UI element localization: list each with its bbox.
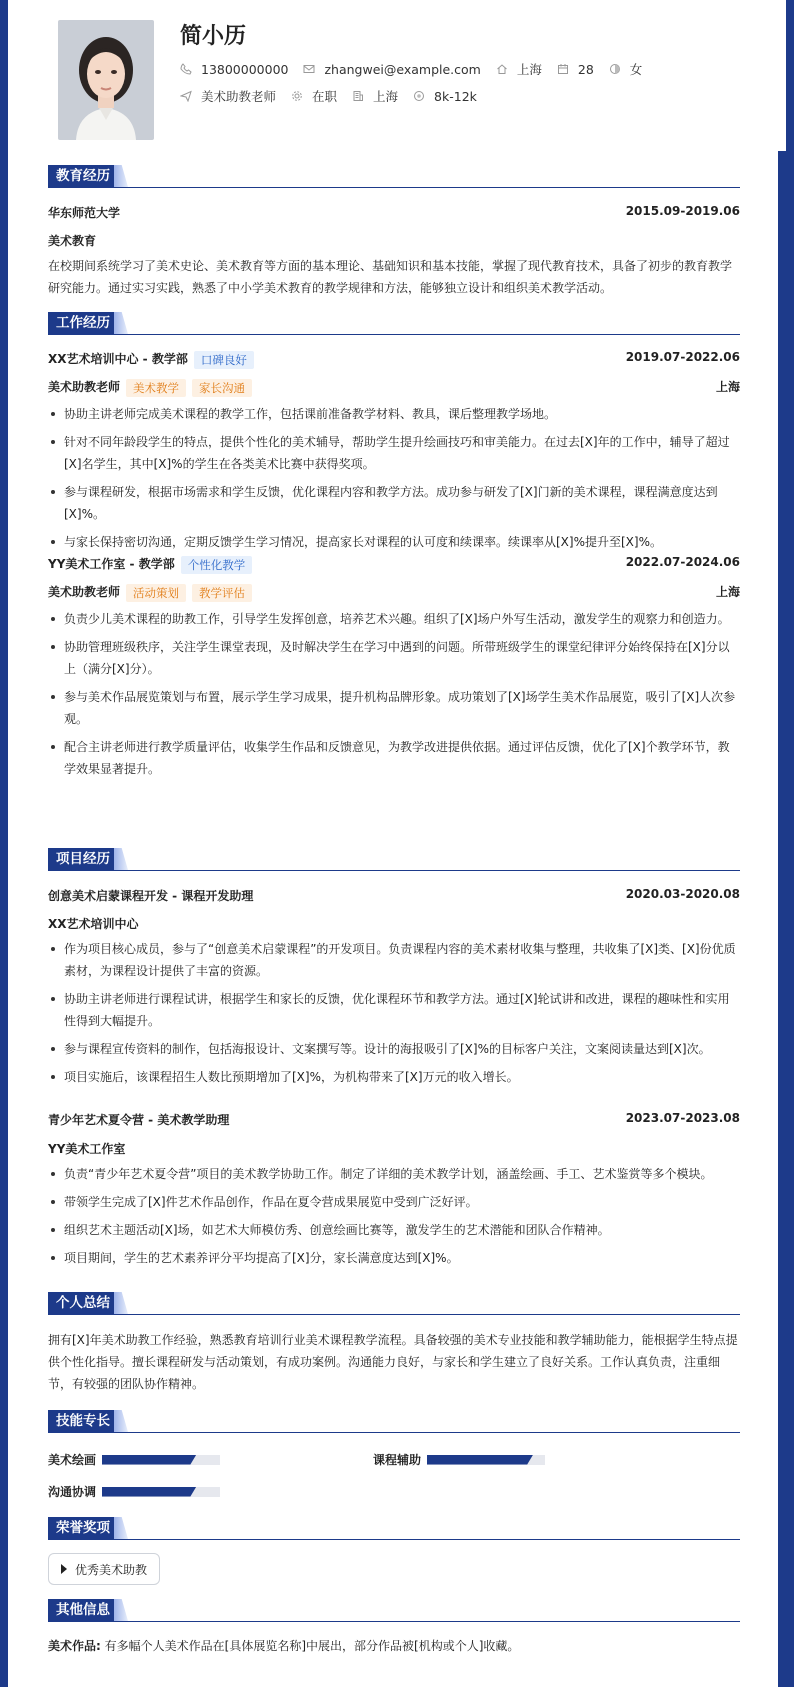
school-name: 华东师范大学 — [48, 206, 121, 220]
work-2-bullets — [48, 608, 740, 786]
other-section-header — [48, 1599, 740, 1622]
skill-name: 沟通协调 — [48, 1485, 97, 1499]
project-2-title-row — [48, 1111, 740, 1128]
gender-icon — [609, 63, 621, 75]
skill-item — [373, 1451, 545, 1468]
skill-bar — [102, 1455, 220, 1465]
section-title-decoration — [114, 165, 128, 187]
home-icon — [496, 63, 508, 75]
list-item: 带领学生完成了[X]件艺术作品创作，作品在夏令营成果展览中受到广泛好评。 — [48, 1191, 740, 1213]
list-item: 协助主讲老师进行课程试讲，根据学生和家长的反馈，优化课程环节和教学方法。通过[X]轮试讲和改进，课程的趣味性和实用性得到大幅提升。 — [48, 988, 740, 1032]
project-1-bullets — [48, 938, 740, 1094]
education-major: 美术教育 — [48, 234, 97, 248]
building-icon — [352, 90, 364, 102]
section-title-decoration — [114, 1410, 128, 1432]
job-intent-row — [180, 87, 492, 105]
age-item — [557, 62, 594, 77]
work-date: 2019.07-2022.06 — [625, 350, 740, 364]
summary-text: 拥有[X]年美术助教工作经验，熟悉教育培训行业美术课程教学流程。具备较强的美术专业技能和教学辅助能力，能根据学生特点提供个性化指导。擅长课程研发与活动策划，有成功案例。沟通能力良好，与家长和学生建立了良好关系。工作认真负责，注重细节，有较强的团队协作精神。 — [48, 1333, 738, 1391]
project-org: YY美术工作室 — [48, 1142, 126, 1156]
honor-item[interactable] — [48, 1553, 160, 1585]
email-item — [303, 62, 480, 77]
education-section-header — [48, 165, 740, 188]
salary-text: 8k-12k — [434, 88, 477, 104]
skill-name: 课程辅助 — [373, 1453, 422, 1467]
skills-section-header — [48, 1410, 740, 1433]
contact-row — [180, 60, 657, 78]
gender-item — [609, 60, 643, 78]
work-1-company-row — [48, 350, 740, 369]
phone-text: 13800000000 — [201, 61, 289, 77]
section-title: 工作经历 — [48, 312, 120, 334]
skill-bar — [102, 1487, 220, 1497]
mail-icon — [303, 63, 315, 75]
work-city: 上海 — [715, 380, 740, 394]
send-icon — [180, 90, 192, 102]
list-item: 负责少儿美术课程的助教工作，引导学生发挥创意，培养艺术兴趣。组织了[X]场户外写生活动，激发学生的观察力和创造力。 — [48, 608, 740, 630]
education-date: 2015.09-2019.06 — [625, 204, 740, 218]
work-1-bullets — [48, 403, 740, 559]
role-name: 美术助教老师 — [48, 585, 121, 599]
project-section-header — [48, 848, 740, 871]
candidate-name: 简小历 — [180, 24, 247, 49]
email-text: zhangwei@example.com — [324, 61, 481, 77]
list-item: 参与美术作品展览策划与布置，展示学生学习成果，提升机构品牌形象。成功策划了[X]场学生美术作品展览，吸引了[X]人次参观。 — [48, 686, 740, 730]
status-text: 在职 — [312, 89, 338, 104]
section-title: 荣誉奖项 — [48, 1517, 120, 1539]
list-item: 参与课程宣传资料的制作，包括海报设计、文案撰写等。设计的海报吸引了[X]%的目标客户关注，文案阅读量达到[X]次。 — [48, 1038, 740, 1060]
education-school-row — [48, 204, 740, 221]
work-city-item — [352, 87, 398, 105]
resume-header — [8, 0, 786, 151]
work-city: 上海 — [715, 585, 740, 599]
phone-item — [180, 62, 288, 77]
salary-item — [413, 89, 477, 104]
skill-item — [48, 1451, 220, 1468]
phone-icon — [180, 63, 192, 75]
list-item: 作为项目核心成员，参与了“创意美术启蒙课程”的开发项目。负责课程内容的美术素材收集与整理，共收集了[X]类、[X]份优质素材，为课程设计提供了丰富的资源。 — [48, 938, 740, 982]
age-text: 28 — [577, 61, 594, 77]
skill-item — [48, 1483, 220, 1500]
list-item: 针对不同年龄段学生的特点，提供个性化的美术辅导，帮助学生提升绘画技巧和审美能力。在过去[X]年的工作中，辅导了超过[X]名学生，其中[X]%的学生在各类美术比赛中获得奖项。 — [48, 431, 740, 475]
position-item — [180, 87, 276, 105]
project-title: 创意美术启蒙课程开发 - 课程开发助理 — [48, 889, 254, 903]
gear-icon — [291, 90, 303, 102]
summary-section-header — [48, 1292, 740, 1315]
calendar-icon — [557, 63, 569, 75]
list-item: 配合主讲老师进行教学质量评估，收集学生作品和反馈意见，为教学改进提供依据。通过评估反馈，优化了[X]个教学环节，教学效果显著提升。 — [48, 736, 740, 780]
work-date: 2022.07-2024.06 — [625, 555, 740, 569]
project-date: 2020.03-2020.08 — [625, 887, 740, 901]
education-description: 在校期间系统学习了美术史论、美术教育等方面的基本理论、基础知识和基本技能，掌握了现代教育技术，具备了初步的教育教学研究能力。通过实习实践，熟悉了中小学美术教育的教学规律和方法，能够独立设计和组织美术教学活动。 — [48, 259, 733, 295]
other-label: 美术作品: — [48, 1639, 101, 1653]
honors-section-header — [48, 1517, 740, 1540]
coin-icon — [413, 90, 425, 102]
work-2-role-row — [48, 583, 740, 602]
section-title: 技能专长 — [48, 1410, 120, 1432]
skill-name: 美术绘画 — [48, 1453, 97, 1467]
section-title: 项目经历 — [48, 848, 120, 870]
work-1-role-row — [48, 378, 740, 397]
status-item — [291, 87, 337, 105]
project-1-title-row — [48, 887, 740, 904]
list-item: 组织艺术主题活动[X]场，如艺术大师模仿秀、创意绘画比赛等，激发学生的艺术潜能和团队合作精神。 — [48, 1219, 740, 1241]
work-section-header — [48, 312, 740, 335]
project-date: 2023.07-2023.08 — [625, 1111, 740, 1125]
list-item: 参与课程研发，根据市场需求和学生反馈，优化课程内容和教学方法。成功参与研发了[X]门新的美术课程，课程满意度达到[X]%。 — [48, 481, 740, 525]
company-tag: 口碑良好 — [194, 351, 254, 369]
list-item: 负责“青少年艺术夏令营”项目的美术教学协助工作。制定了详细的美术教学计划，涵盖绘画、手工、艺术鉴赏等多个模块。 — [48, 1163, 740, 1185]
section-title-decoration — [114, 312, 128, 334]
section-title-decoration — [114, 1292, 128, 1314]
project-title: 青少年艺术夏令营 - 美术教学助理 — [48, 1113, 230, 1127]
section-title-decoration — [114, 848, 128, 870]
city-text: 上海 — [516, 62, 542, 77]
list-item: 与家长保持密切沟通，定期反馈学生学习情况，提高家长对课程的认可度和续课率。续课率从[X]%提升至[X]%。 — [48, 531, 740, 553]
section-title: 教育经历 — [48, 165, 120, 187]
list-item: 项目期间，学生的艺术素养评分平均提高了[X]分，家长满意度达到[X]%。 — [48, 1247, 740, 1269]
role-tag: 家长沟通 — [192, 379, 252, 397]
skill-bar-fill — [102, 1455, 196, 1465]
profile-photo — [58, 20, 154, 140]
section-title-decoration — [114, 1599, 128, 1621]
role-tag: 教学评估 — [192, 584, 252, 602]
other-text: 有多幅个人美术作品在[具体展览名称]中展出，部分作品被[机构或个人]收藏。 — [104, 1639, 520, 1653]
role-tag: 美术教学 — [126, 379, 186, 397]
section-title: 个人总结 — [48, 1292, 120, 1314]
company-tag: 个性化教学 — [181, 556, 253, 574]
skill-bar-fill — [427, 1455, 533, 1465]
section-title-decoration — [114, 1517, 128, 1539]
section-title: 其他信息 — [48, 1599, 120, 1621]
work-2-company-row — [48, 555, 740, 574]
project-2-bullets — [48, 1163, 740, 1275]
company-name: XX艺术培训中心 - 教学部 — [48, 352, 188, 366]
honor-label: 优秀美术助教 — [75, 1562, 148, 1577]
list-item: 项目实施后，该课程招生人数比预期增加了[X]%，为机构带来了[X]万元的收入增长。 — [48, 1066, 740, 1088]
skill-bar — [427, 1455, 545, 1465]
list-item: 协助主讲老师完成美术课程的教学工作，包括课前准备教学材料、教具，课后整理教学场地。 — [48, 403, 740, 425]
play-icon — [61, 1564, 67, 1574]
role-name: 美术助教老师 — [48, 380, 121, 394]
city-item — [496, 60, 542, 78]
list-item: 协助管理班级秩序，关注学生课堂表现，及时解决学生在学习中遇到的问题。所带班级学生的课堂纪律评分始终保持在[X]分以上（满分[X]分）。 — [48, 636, 740, 680]
other-info-row — [48, 1637, 740, 1654]
gender-text: 女 — [629, 62, 643, 77]
skill-bar-fill — [102, 1487, 196, 1497]
company-name: YY美术工作室 - 教学部 — [48, 557, 175, 571]
resume-body — [8, 151, 786, 1687]
role-tag: 活动策划 — [126, 584, 186, 602]
work-city-text: 上海 — [373, 89, 399, 104]
project-org: XX艺术培训中心 — [48, 917, 139, 931]
position-text: 美术助教老师 — [201, 89, 277, 104]
